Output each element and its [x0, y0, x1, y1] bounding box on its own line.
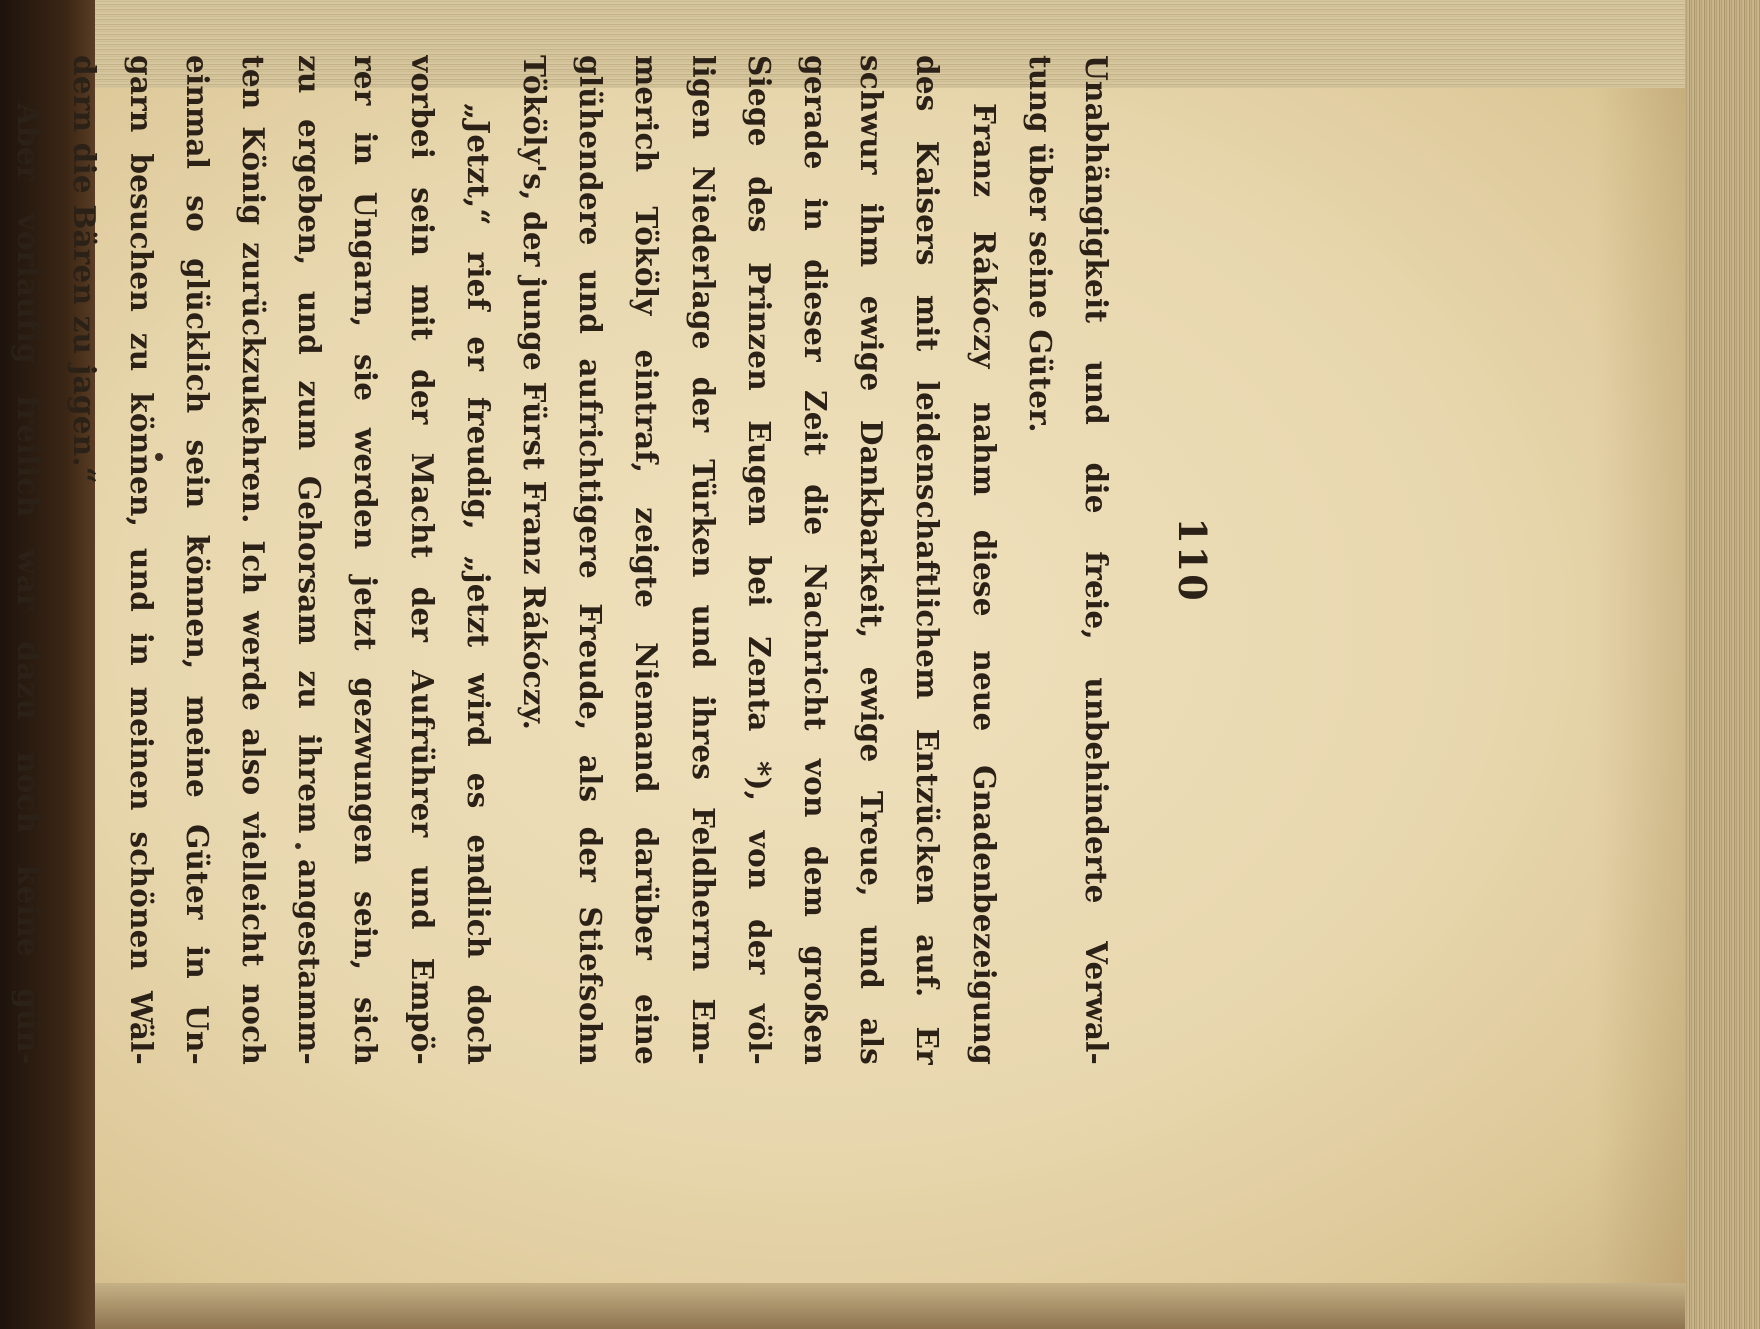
text-line: rer in Ungarn, sie werden jetzt gezwungen sein, sich — [348, 55, 384, 1065]
text-line: tung über seine Güter. — [1022, 55, 1058, 433]
book-spine-edge — [95, 1280, 1685, 1329]
text-line: Tököly's, der junge Fürst Franz Rákóczy. — [516, 55, 552, 731]
text-line: gerade in dieser Zeit die Nachricht von dem großen — [797, 55, 833, 1065]
page-number: 110 — [1170, 517, 1215, 603]
text-line: merich Tököly eintraf, zeigte Niemand darüber eine — [629, 55, 665, 1065]
text-line: dern die Bären zu jagen.“ — [67, 55, 103, 484]
text-line: garn besuchen zu können, und in meinen schönen Wäl- — [123, 55, 159, 1065]
text-line: einmal so glücklich sein können, meine Güter in Un- — [179, 55, 215, 1065]
text-line: vorbei sein mit der Macht der Aufrührer und Empö- — [404, 55, 440, 1065]
text-line: zu ergeben, und zum Gehorsam zu ihrem angestamm- — [292, 55, 328, 1065]
text-line: ligen Niederlage der Türken und ihres Feldherrn Em- — [685, 55, 721, 1065]
text-line: schwur ihm ewige Dankbarkeit, ewige Treue, und als — [854, 55, 890, 1065]
text-line: ten König zurückzukehren. Ich werde also vielleicht noch — [235, 55, 271, 1065]
text-line: „Jetzt,“ rief er freudig, „jetzt wird es endlich doch — [460, 103, 496, 1065]
page-edges-right — [1685, 0, 1760, 1329]
text-line: Unabhängigkeit und die freie, unbehinderte Verwal- — [1079, 55, 1114, 1065]
body-text — [0, 55, 1124, 1065]
text-line: Aber vorläufig freilich war dazu noch keine gün- — [11, 103, 47, 1065]
text-line: glühendere und aufrichtigere Freude, als der Stiefsohn — [573, 55, 609, 1065]
text-line: Siege des Prinzen Eugen bei Zenta *), von der völ- — [741, 55, 777, 1065]
text-line: Franz Rákóczy nahm diese neue Gnadenbezeigung — [966, 103, 1002, 1065]
printed-text-block — [11, 55, 1220, 1065]
text-line: des Kaisers mit leidenschaftlichem Entzücken auf. Er — [910, 55, 946, 1065]
